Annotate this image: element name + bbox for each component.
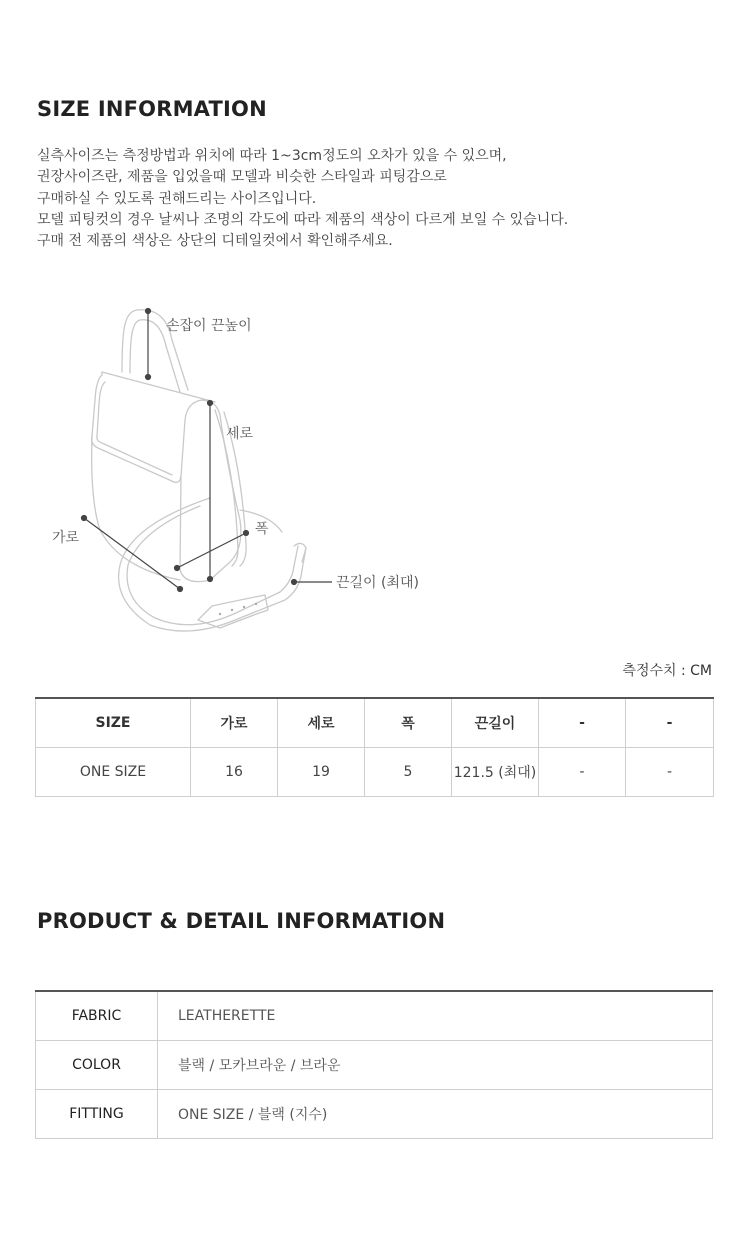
header-depth: 폭 [365, 698, 452, 748]
size-note: 구매 전 제품의 색상은 상단의 디테일컷에서 확인해주세요. [37, 233, 393, 250]
cell-depth: 5 [365, 748, 452, 797]
header-empty: - [626, 698, 714, 748]
bag-body-front [92, 436, 180, 580]
size-notes [37, 146, 568, 252]
label-depth: 폭 [255, 521, 269, 537]
size-note: 실측사이즈는 측정방법과 위치에 따라 1~3cm정도의 오차가 있을 수 있으며, [37, 148, 507, 164]
size-information-title: SIZE INFORMATION [37, 97, 267, 121]
size-note: 권장사이즈란, 제품을 입었을때 모델과 비슷한 스타일과 피팅감으로 [37, 169, 447, 186]
header-height: 세로 [278, 698, 365, 748]
label-strap-length: 끈길이 (최대) [336, 575, 419, 591]
product-info-table [35, 990, 713, 1139]
fabric-value: LEATHERETTE [158, 991, 713, 1041]
header-size: SIZE [36, 698, 191, 748]
cell-size: ONE SIZE [36, 748, 191, 797]
header-width: 가로 [191, 698, 278, 748]
table-row [36, 748, 714, 797]
size-table-header [36, 698, 714, 748]
fitting-label: FITTING [36, 1090, 158, 1139]
cell-empty: - [539, 748, 626, 797]
product-detail-title: PRODUCT & DETAIL INFORMATION [37, 909, 446, 933]
table-row [36, 991, 713, 1041]
fabric-label: FABRIC [36, 991, 158, 1041]
cell-width: 16 [191, 748, 278, 797]
table-row [36, 1041, 713, 1090]
size-note: 구매하실 수 있도록 권해드리는 사이즈입니다. [37, 190, 317, 207]
measurement-unit: 측정수치 : CM [622, 663, 712, 679]
fitting-value: ONE SIZE / 블랙 (지수) [158, 1090, 713, 1139]
header-empty: - [539, 698, 626, 748]
cell-empty: - [626, 748, 714, 797]
size-table [35, 697, 714, 797]
label-width: 가로 [52, 530, 80, 546]
cell-strap: 121.5 (최대) [452, 748, 539, 797]
size-note: 모델 피팅컷의 경우 날씨나 조명의 각도에 따라 제품의 색상이 다르게 보일 수 있습니다. [37, 211, 569, 228]
label-height: 세로 [226, 426, 254, 442]
color-label: COLOR [36, 1041, 158, 1090]
bag-measurement-diagram [40, 300, 440, 645]
label-handle-height: 손잡이 끈높이 [166, 318, 252, 334]
header-strap: 끈길이 [452, 698, 539, 748]
color-value: 블랙 / 모카브라운 / 브라운 [158, 1041, 713, 1090]
bag-flap-inner [97, 382, 172, 475]
cell-height: 19 [278, 748, 365, 797]
table-row [36, 1090, 713, 1139]
